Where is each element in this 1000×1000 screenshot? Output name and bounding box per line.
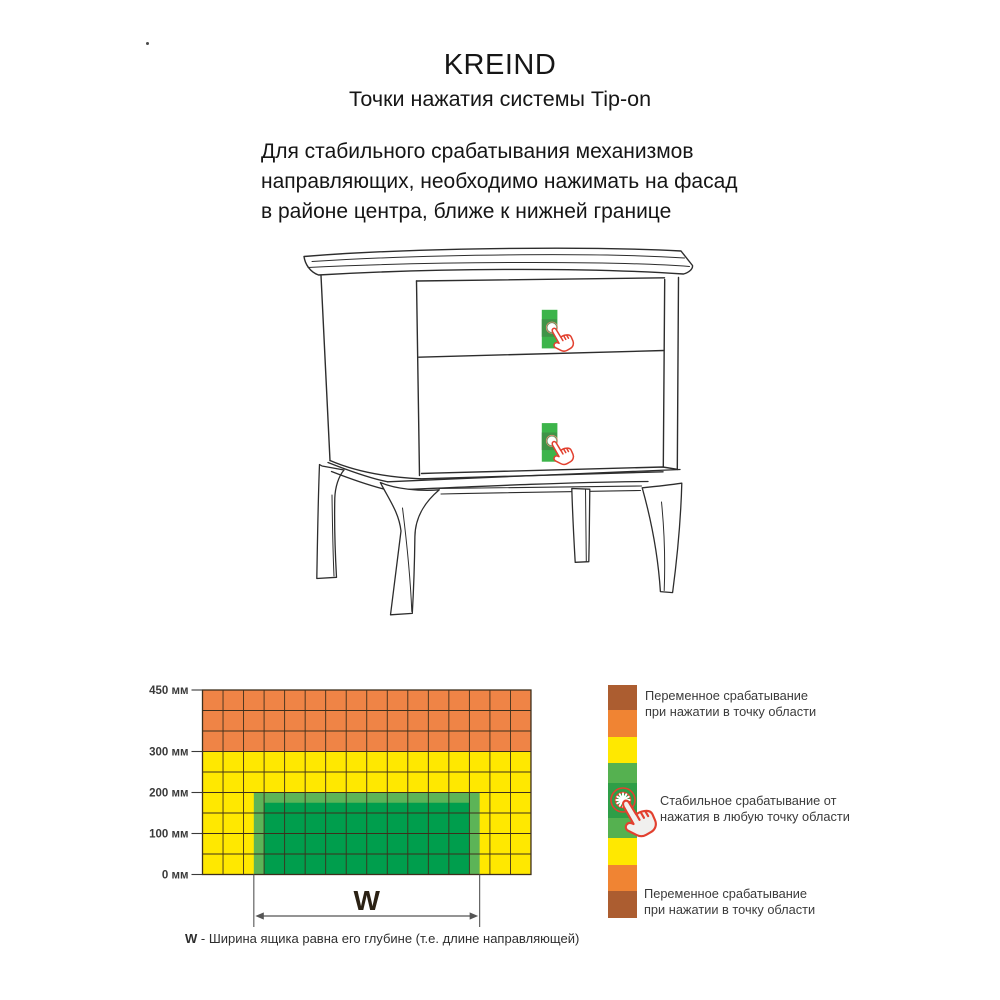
legend-item-stable bbox=[660, 793, 850, 824]
legend-text-line: Переменное срабатывание bbox=[644, 886, 808, 901]
intro-paragraph bbox=[261, 137, 738, 227]
legend-bar-segment-1 bbox=[608, 710, 637, 737]
chart-footnote bbox=[185, 931, 579, 946]
arrow-head-right-icon bbox=[470, 912, 479, 919]
nightstand-illustration bbox=[280, 240, 720, 640]
page-subtitle: Точки нажатия системы Tip-on bbox=[348, 87, 652, 111]
dimension-label: W bbox=[353, 885, 380, 916]
legend-bar-segment-6 bbox=[608, 891, 637, 918]
y-tick-label: 300 мм bbox=[149, 746, 189, 759]
tip-on-press-point-top-drawer bbox=[542, 310, 576, 355]
y-tick-label: 200 мм bbox=[149, 787, 189, 800]
brand-title: KREIND bbox=[443, 49, 557, 81]
y-tick-label: 100 мм bbox=[149, 828, 189, 841]
back-left-leg bbox=[317, 465, 344, 579]
drawer-divider-line bbox=[419, 351, 664, 358]
legend-text-line: Переменное срабатывание bbox=[645, 688, 809, 703]
intro-line-1: Для стабильного срабатывания механизмов bbox=[261, 140, 694, 163]
legend-bar-segment-2 bbox=[608, 737, 637, 763]
legend-bar-segment-0 bbox=[608, 685, 637, 710]
legend-text-line: при нажатии в точку области bbox=[645, 703, 817, 719]
legend-text-line: нажатия в любую точку области bbox=[660, 808, 850, 824]
y-tick-label: 0 мм bbox=[161, 869, 189, 882]
cabinet-base-frame bbox=[317, 463, 682, 615]
stray-dot bbox=[146, 42, 149, 45]
back-right-leg bbox=[572, 489, 590, 563]
tip-on-press-point-bottom-drawer bbox=[542, 423, 576, 468]
legend-text-line: при нажатии в точку области bbox=[644, 901, 816, 917]
legend-item-variable-bottom bbox=[644, 886, 815, 917]
cabinet-line-art bbox=[304, 248, 693, 479]
footnote-w: W bbox=[185, 931, 198, 946]
front-left-leg bbox=[380, 483, 439, 615]
footnote-text: - Ширина ящика равна его глубине (т.е. длине направляющей) bbox=[197, 931, 580, 946]
legend-text-line: Стабильное срабатывание от bbox=[660, 793, 837, 808]
y-tick-label: 450 мм bbox=[149, 685, 189, 697]
intro-line-2: направляющих, необходимо нажимать на фасад bbox=[261, 170, 738, 193]
cabinet-top bbox=[304, 248, 693, 275]
intro-line-3: в районе центра, ближе к нижней границе bbox=[261, 200, 672, 223]
front-right-leg bbox=[642, 483, 682, 592]
legend-bar-segment-5 bbox=[608, 865, 637, 891]
press-zone-chart bbox=[145, 675, 615, 965]
legend-item-variable-top bbox=[645, 688, 816, 719]
arrow-head-left-icon bbox=[255, 912, 264, 919]
